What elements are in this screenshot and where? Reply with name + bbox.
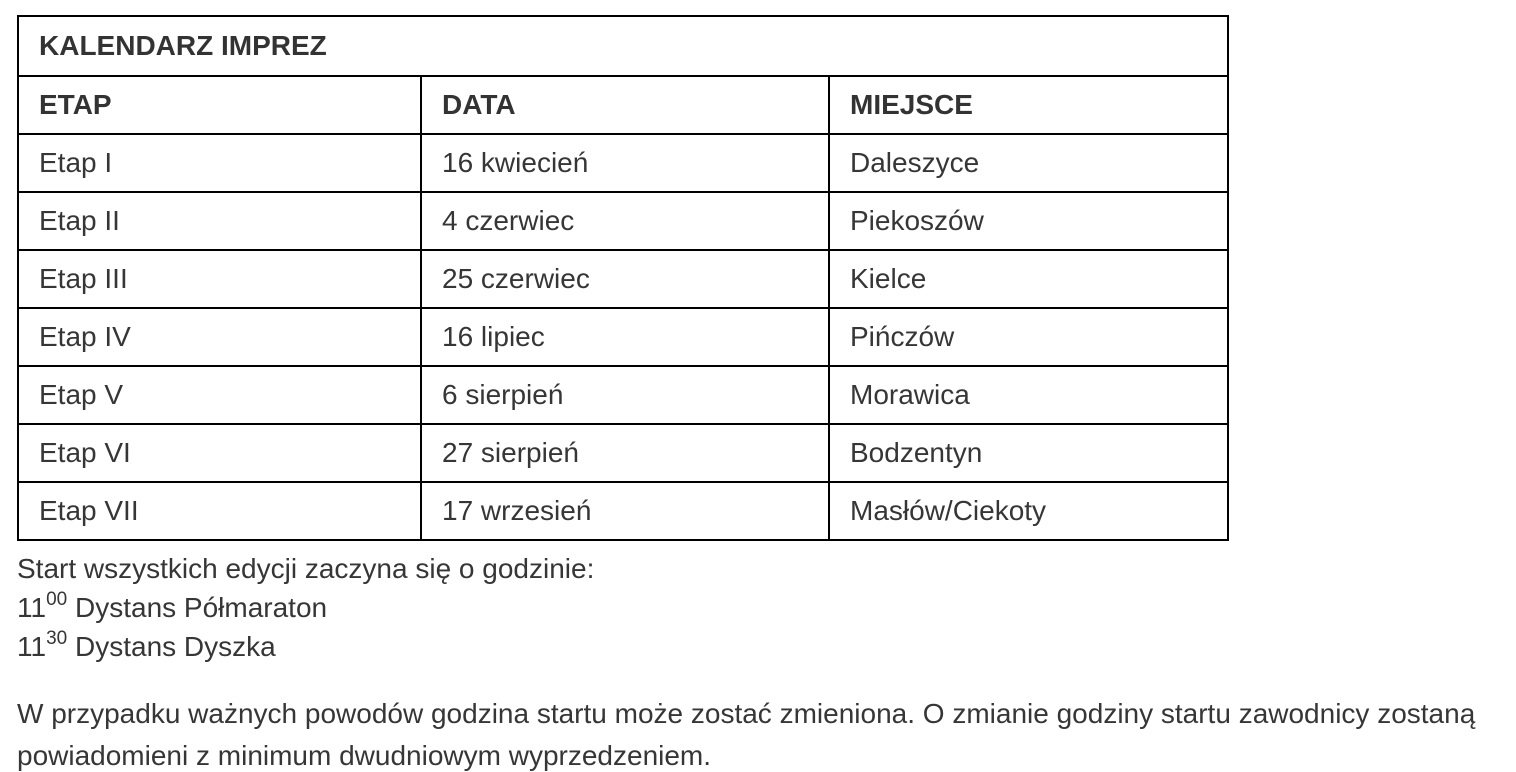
table-row [18, 250, 1228, 308]
cell-place: Daleszyce [829, 134, 1228, 192]
cell-place: Pińczów [829, 308, 1228, 366]
start-distance-label: Dystans Dyszka [75, 631, 276, 662]
cell-date: 17 wrzesień [421, 482, 829, 540]
column-header-etap: ETAP [18, 76, 421, 134]
cell-place: Piekoszów [829, 192, 1228, 250]
cell-date: 25 czerwiec [421, 250, 829, 308]
start-minutes-superscript: 00 [46, 588, 68, 610]
events-calendar-table [17, 15, 1229, 541]
table-row [18, 308, 1228, 366]
cell-place: Kielce [829, 250, 1228, 308]
cell-date: 16 kwiecień [421, 134, 829, 192]
table-header-row [18, 76, 1228, 134]
table-row [18, 134, 1228, 192]
cell-stage: Etap V [18, 366, 421, 424]
cell-stage: Etap II [18, 192, 421, 250]
start-distance-label: Dystans Półmaraton [75, 592, 328, 623]
cell-date: 16 lipiec [421, 308, 829, 366]
start-times-block [17, 549, 1516, 666]
column-header-miejsce: MIEJSCE [829, 76, 1228, 134]
cell-date: 27 sierpień [421, 424, 829, 482]
cell-date: 4 czerwiec [421, 192, 829, 250]
table-row [18, 192, 1228, 250]
column-header-data: DATA [421, 76, 829, 134]
cell-place: Masłów/Ciekoty [829, 482, 1228, 540]
cell-stage: Etap I [18, 134, 421, 192]
cell-date: 6 sierpień [421, 366, 829, 424]
table-title-row [18, 16, 1228, 76]
table-title: KALENDARZ IMPREZ [18, 16, 1228, 76]
cell-stage: Etap IV [18, 308, 421, 366]
cell-stage: Etap VI [18, 424, 421, 482]
table-row [18, 366, 1228, 424]
cell-stage: Etap VII [18, 482, 421, 540]
start-minutes-superscript: 30 [46, 627, 68, 649]
start-hour: 11 [17, 631, 47, 662]
cell-place: Morawica [829, 366, 1228, 424]
start-times-intro: Start wszystkich edycji zaczyna się o godzinie: [17, 553, 595, 584]
cell-stage: Etap III [18, 250, 421, 308]
table-row [18, 482, 1228, 540]
start-hour: 11 [17, 592, 47, 623]
start-time-line [17, 627, 1516, 666]
cell-place: Bodzentyn [829, 424, 1228, 482]
start-time-line [17, 588, 1516, 627]
table-row [18, 424, 1228, 482]
notice-paragraph: W przypadku ważnych powodów godzina startu może zostać zmieniona. O zmianie godziny startu zawodnicy zostaną powiadomieni z minimum dwudniowym wyprzedzeniem. [17, 698, 1476, 771]
